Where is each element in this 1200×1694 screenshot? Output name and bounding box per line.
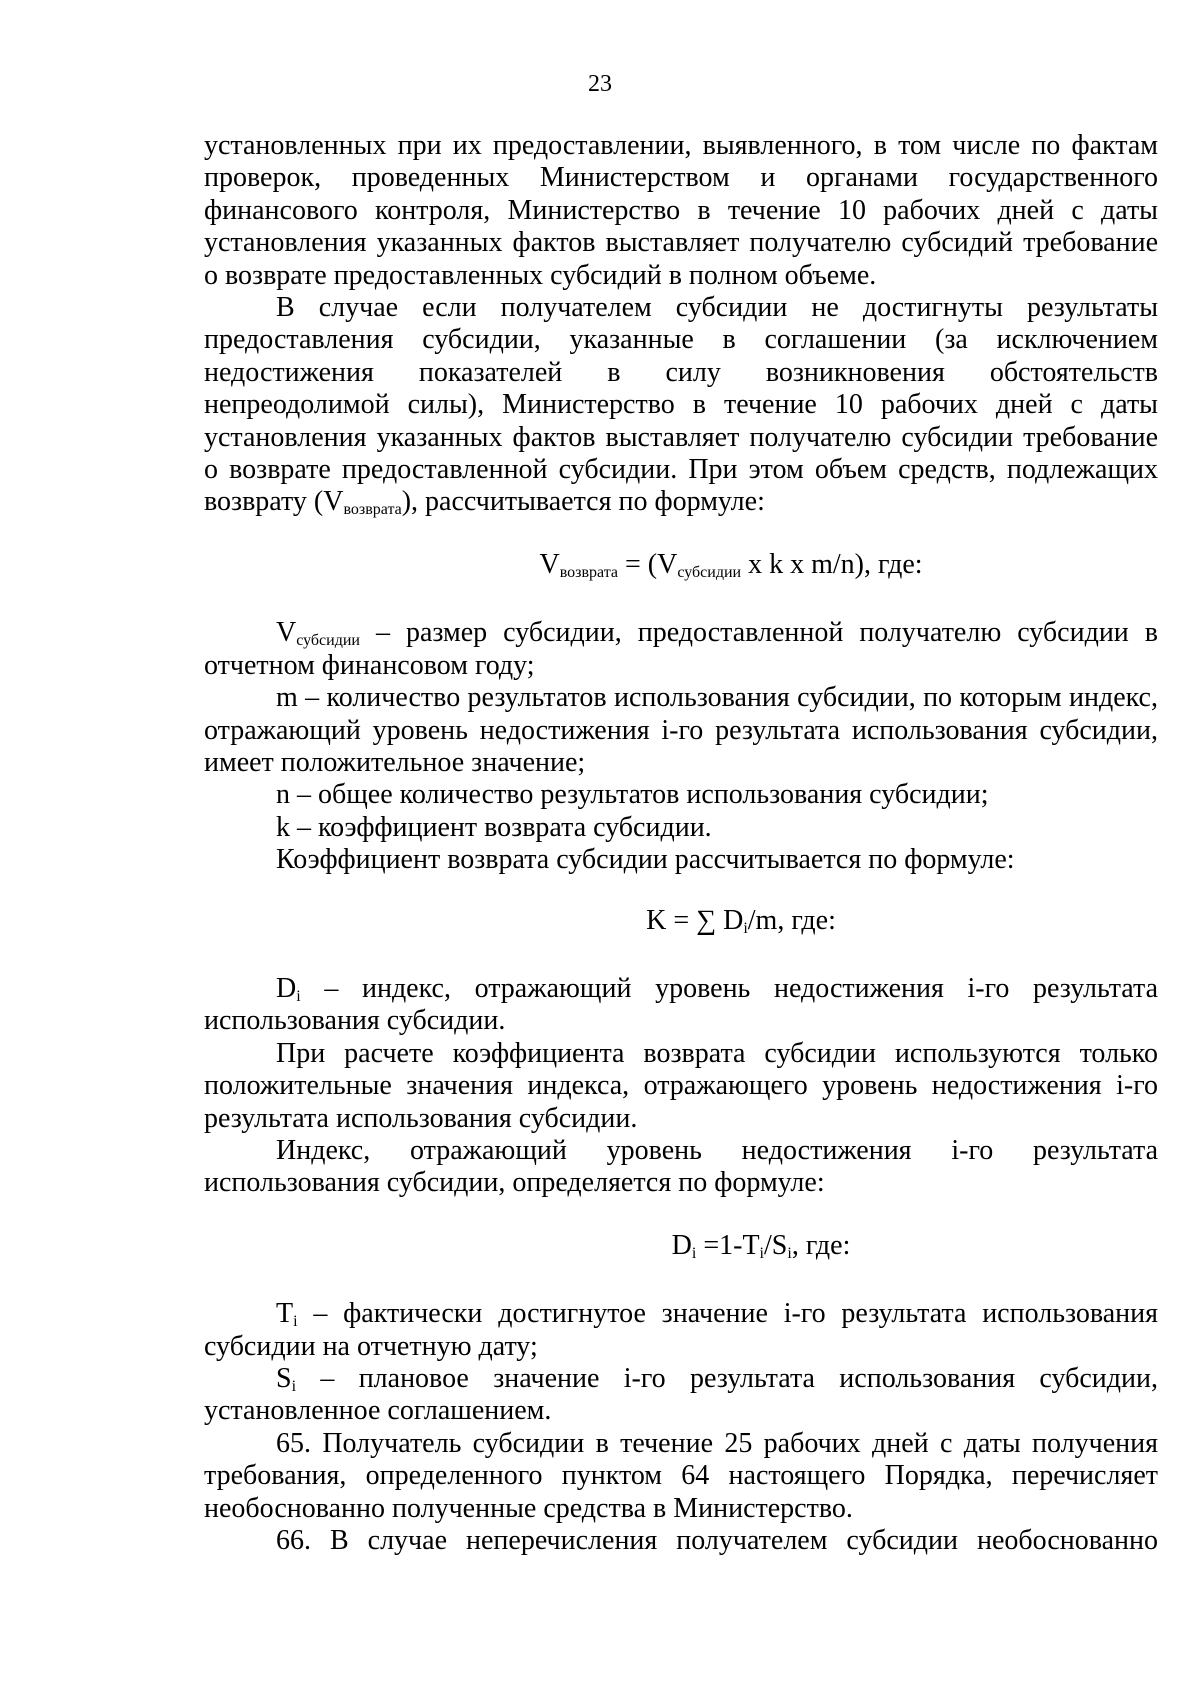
formula-part: /S [764, 1229, 788, 1261]
paragraph-return-results [204, 292, 1158, 519]
paragraph-text: 65. Получатель субсидии в течение 25 рабочих дней с даты получения требования, определенного пунктом 64 настоящего Порядка, перечисляет необоснованно полученные средства в Министерство. [204, 1427, 1158, 1524]
paragraph-text: 66. В случае неперечисления получателем субсидии необоснованно [276, 1525, 1158, 1557]
symbol: S [276, 1363, 292, 1394]
subscript: i [743, 919, 748, 937]
symbol: D [276, 972, 297, 1004]
paragraph-text: – фактически достигнутое значение i-го результата использования субсидии на отчетную дату; [204, 1298, 1158, 1362]
paragraph-text: При расчете коэффициента возврата субсидии используются только положительные значения индекса, отражающего уровень недостижения i-го результата использования субсидии. [204, 1037, 1158, 1134]
definition-n [204, 779, 1158, 811]
page-number: 23 [588, 71, 612, 97]
subscript: возврата [343, 501, 402, 519]
definition-t [204, 1298, 1158, 1363]
subscript: i [291, 1378, 297, 1395]
formula-part: V [539, 548, 560, 580]
paragraph-text: n – общее количество результатов использования субсидии; [276, 779, 989, 811]
paragraph-65 [204, 1428, 1158, 1525]
paragraph-text: – плановое значение i-го результата использования субсидии, установленное соглашением. [204, 1363, 1158, 1427]
definition-k [204, 812, 1158, 844]
subscript: i [296, 987, 301, 1005]
subscript: i [691, 1244, 697, 1262]
formula-part: , где: [791, 1229, 851, 1261]
definition-m [204, 682, 1158, 779]
formula-part: K = ∑ D [646, 904, 744, 936]
paragraph-text: Коэффициент возврата субсидии рассчитывается по формуле: [276, 844, 1015, 876]
paragraph-text: – индекс, отражающий уровень недостижения i-го результата использования субсидии. [204, 972, 1158, 1037]
subscript: возврата [559, 563, 618, 581]
document-body [204, 130, 1158, 1557]
formula-coefficient [204, 877, 1158, 973]
definition-v-subsidy [204, 617, 1158, 682]
paragraph-66 [204, 1525, 1158, 1557]
definition-d [204, 973, 1158, 1038]
formula-part: = (V [618, 548, 678, 580]
paragraph-text: k – коэффициент возврата субсидии. [276, 811, 712, 843]
paragraph-text: установленных при их предоставлении, выявленного, в том числе по фактам проверок, проведенных Министерством и органами государственного финансового контроля, Министерство в течение 10 рабочих дней с даты установления указанных фактов выставляет получателю субсидий требование о возврате предоставленных субсидий в полном объеме. [204, 130, 1158, 291]
paragraph-text: ), рассчитывается по формуле: [401, 486, 765, 518]
paragraph-text: В случае если получателем субсидии не достигнуты результаты предоставления субсидии, указанные в соглашении (за исключением недостижения показателей в силу возникновения обстоятельств непреодолимой силы), Министерство в течение 10 рабочих дней с даты установления указанных фактов выставляет получателю субсидии требование о возврате предоставленной субсидии. При этом объем средств, подлежащих возврату (V [204, 292, 1158, 518]
formula-return-volume [204, 519, 1158, 617]
paragraph-continuation [204, 130, 1158, 292]
paragraph-text: m – количество результатов использования субсидии, по которым индекс, отражающий уровень недостижения i-го результата использования субсидии, имеет положительное значение; [204, 682, 1158, 778]
paragraph-positive-values [204, 1038, 1158, 1135]
symbol: V [276, 617, 297, 649]
paragraph-text: Индекс, отражающий уровень недостижения i-го результата использования субсидии, определяется по формуле: [204, 1134, 1158, 1199]
definition-s [204, 1363, 1158, 1428]
paragraph-index-formula-intro [204, 1135, 1158, 1200]
formula-part: D [671, 1229, 692, 1261]
subscript: i [293, 1313, 298, 1331]
formula-part: /m, где: [747, 904, 836, 936]
formula-index [204, 1200, 1158, 1298]
formula-part: x k x m/n), где: [741, 548, 923, 580]
subscript: i [787, 1244, 792, 1262]
symbol: T [276, 1298, 294, 1330]
paragraph-text: – размер субсидии, предоставленной получателю субсидии в отчетном финансовом году; [204, 617, 1158, 681]
formula-part: =1-T [696, 1229, 760, 1261]
subscript: субсидии [677, 563, 742, 581]
paragraph-coefficient-formula-intro [204, 844, 1158, 876]
subscript: субсидии [296, 632, 360, 650]
subscript: i [759, 1244, 764, 1262]
